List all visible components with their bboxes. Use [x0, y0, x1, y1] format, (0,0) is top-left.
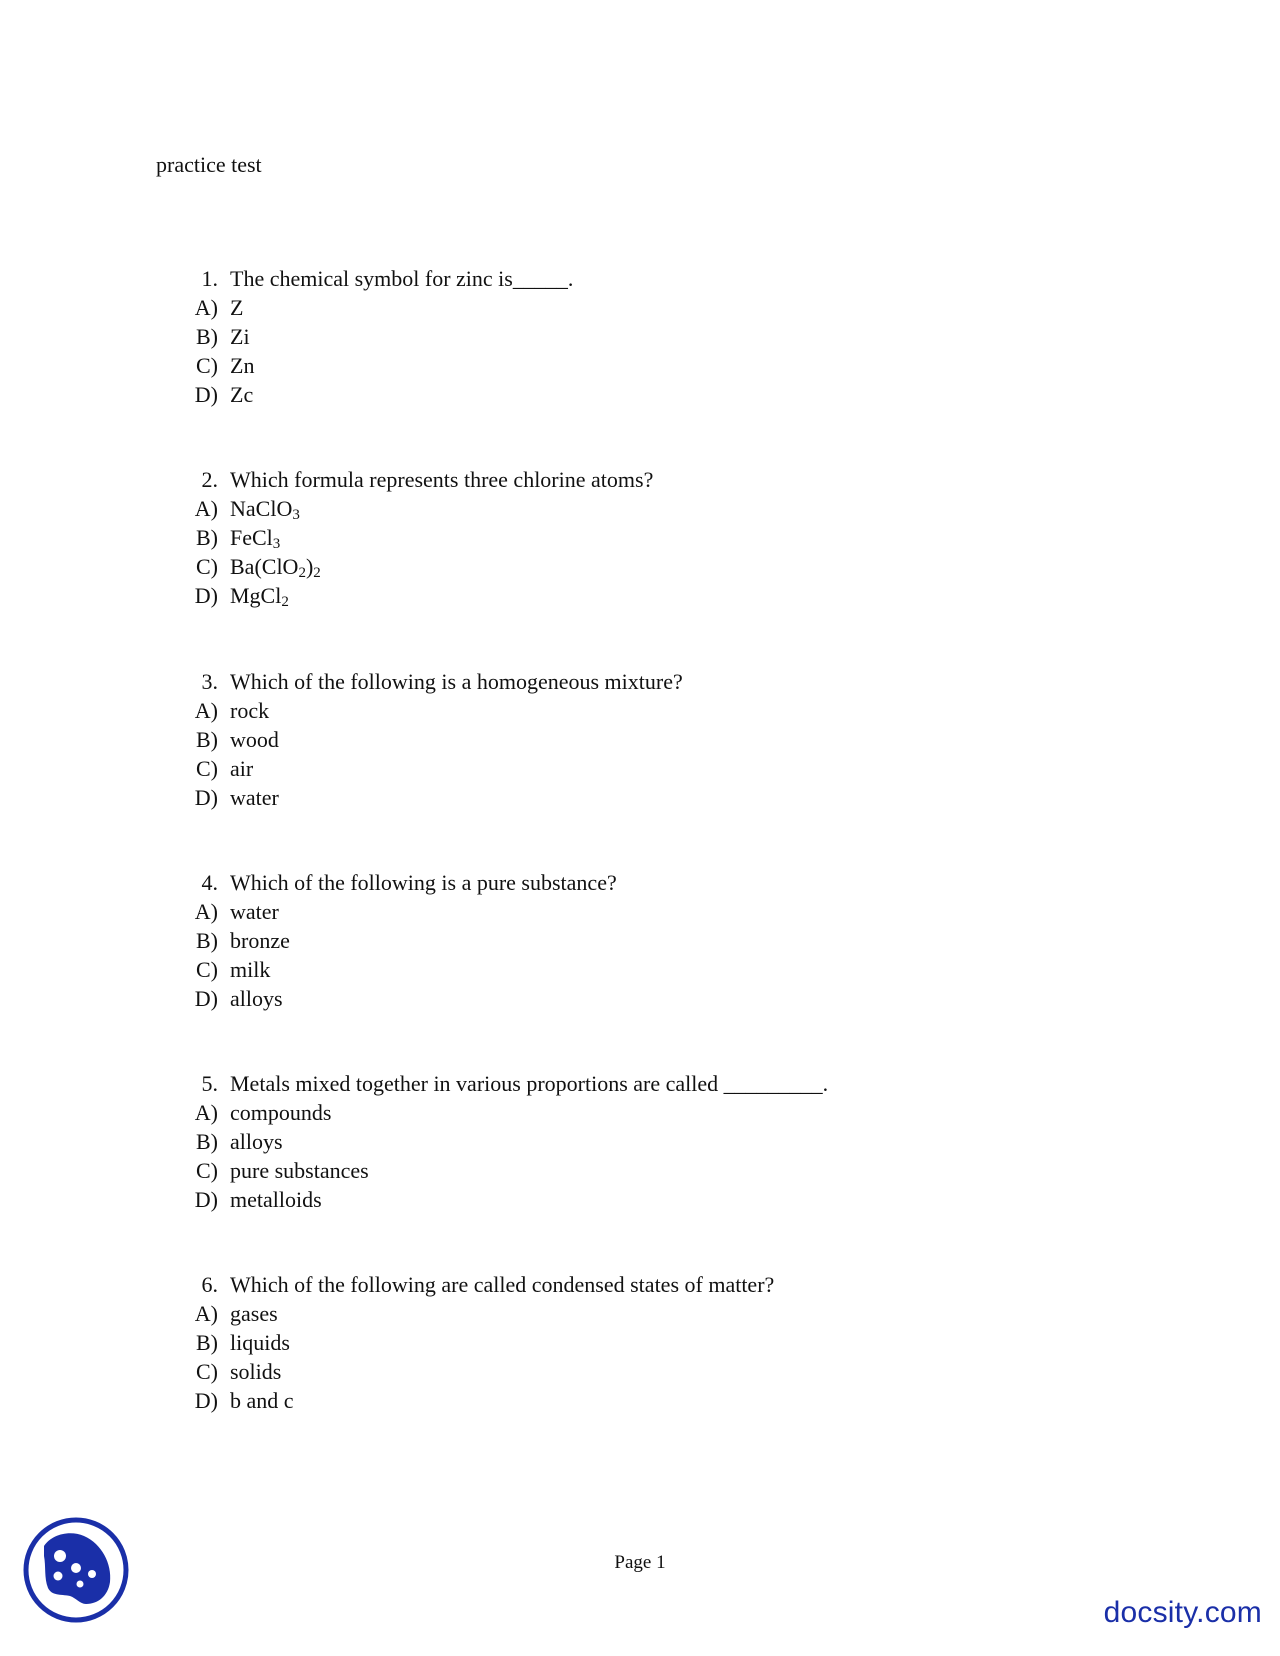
option-text-part: liquids [230, 1330, 290, 1355]
page-header: practice test [156, 152, 262, 177]
option-text-part: FeCl [230, 525, 273, 550]
question-6 [190, 1270, 1090, 1415]
option-text-part: Zc [230, 382, 254, 407]
option-text-part: Ba(ClO [230, 554, 299, 579]
question-text: Which of the following is a pure substance? [230, 870, 617, 895]
page-number: Page 1 [614, 1552, 666, 1573]
question-text: The chemical symbol for zinc is_____. [230, 266, 574, 291]
answer-option [190, 1328, 1090, 1357]
answer-option [190, 523, 1090, 552]
option-text-part: compounds [230, 1100, 332, 1125]
answer-option [190, 380, 1090, 409]
option-text [230, 293, 243, 322]
answer-option [190, 783, 1090, 812]
option-text [230, 897, 279, 926]
answer-option [190, 1386, 1090, 1415]
option-text-part: rock [230, 698, 270, 723]
option-text [230, 1328, 290, 1357]
question-text: Metals mixed together in various proportions are called _________. [230, 1071, 829, 1096]
subscript: 3 [272, 536, 281, 552]
question-1 [190, 264, 1090, 409]
option-text-part: Zi [230, 324, 250, 349]
option-text-part: water [230, 899, 279, 924]
option-text-part: gases [230, 1301, 278, 1326]
answer-option [190, 1185, 1090, 1214]
option-letter: C) [196, 957, 218, 982]
option-letter: A) [194, 1301, 218, 1326]
option-letter: D) [194, 785, 218, 810]
answer-option [190, 1098, 1090, 1127]
option-text-part: MgCl [230, 583, 282, 608]
answer-option [190, 725, 1090, 754]
answer-option [190, 696, 1090, 725]
question-4 [190, 868, 1090, 1013]
question-number: 6. [201, 1272, 218, 1297]
option-letter: A) [194, 698, 218, 723]
question-number: 2. [201, 467, 218, 492]
option-text-part: milk [230, 957, 271, 982]
question-number: 5. [201, 1071, 218, 1096]
option-text-part: metalloids [230, 1187, 322, 1212]
answer-option [190, 581, 1090, 610]
option-letter: C) [196, 1158, 218, 1183]
option-text [230, 1156, 369, 1185]
question-stem [190, 1270, 1090, 1299]
question-2 [190, 465, 1090, 610]
answer-option [190, 955, 1090, 984]
subscript: 3 [292, 507, 300, 523]
option-letter: B) [196, 928, 218, 953]
option-text [230, 552, 321, 581]
question-5 [190, 1069, 1090, 1214]
question-number: 4. [201, 870, 218, 895]
option-letter: D) [194, 986, 218, 1011]
option-text-part: Z [230, 295, 244, 320]
question-number: 1. [201, 266, 218, 291]
option-text [230, 955, 270, 984]
option-letter: A) [194, 496, 218, 521]
option-text [230, 1386, 294, 1415]
option-letter: B) [196, 324, 218, 349]
option-letter: D) [194, 382, 218, 407]
option-text [230, 696, 269, 725]
option-text-part: alloys [230, 1129, 283, 1154]
answer-option [190, 1156, 1090, 1185]
option-text [230, 984, 283, 1013]
option-letter: B) [196, 1129, 218, 1154]
option-text-part: air [230, 756, 254, 781]
question-stem [190, 264, 1090, 293]
answer-option [190, 1127, 1090, 1156]
option-letter: A) [194, 295, 218, 320]
option-text [230, 1127, 283, 1156]
subscript: 2 [298, 565, 306, 581]
option-letter: A) [194, 899, 218, 924]
answer-option [190, 1357, 1090, 1386]
option-text-part: pure substances [230, 1158, 369, 1183]
option-text-part: b and c [230, 1388, 294, 1413]
option-text-part: ) [305, 554, 314, 579]
option-text [230, 725, 279, 754]
answer-option [190, 1299, 1090, 1328]
question-stem [190, 465, 1090, 494]
question-text: Which of the following are called condensed states of matter? [230, 1272, 775, 1297]
question-text: Which formula represents three chlorine atoms? [230, 467, 654, 492]
option-text-part: Zn [230, 353, 255, 378]
option-text-part: water [230, 785, 279, 810]
option-text-part: alloys [230, 986, 283, 1011]
answer-option [190, 494, 1090, 523]
option-letter: D) [194, 1187, 218, 1212]
answer-option [190, 926, 1090, 955]
question-3 [190, 667, 1090, 812]
option-letter: B) [196, 525, 218, 550]
question-text: Which of the following is a homogeneous mixture? [230, 669, 683, 694]
docsity-logo-icon[interactable] [22, 1516, 130, 1624]
question-stem [190, 868, 1090, 897]
question-number: 3. [201, 669, 218, 694]
option-letter: B) [196, 1330, 218, 1355]
option-text [230, 351, 254, 380]
option-text [230, 1098, 331, 1127]
option-text [230, 494, 300, 523]
option-letter: B) [196, 727, 218, 752]
subscript: 2 [313, 565, 321, 581]
option-text [230, 380, 253, 409]
option-text [230, 322, 250, 351]
answer-option [190, 322, 1090, 351]
option-text [230, 1357, 281, 1386]
option-text [230, 581, 289, 610]
option-text [230, 523, 280, 552]
question-stem [190, 1069, 1090, 1098]
option-letter: C) [196, 1359, 218, 1384]
option-text [230, 926, 290, 955]
option-text-part: bronze [230, 928, 290, 953]
option-letter: C) [196, 554, 218, 579]
option-letter: C) [196, 756, 218, 781]
answer-option [190, 754, 1090, 783]
question-stem [190, 667, 1090, 696]
docsity-brand-link[interactable]: docsity.com [1103, 1596, 1262, 1629]
option-letter: C) [196, 353, 218, 378]
answer-option [190, 293, 1090, 322]
option-text-part: solids [230, 1359, 282, 1384]
option-text [230, 783, 279, 812]
answer-option [190, 897, 1090, 926]
option-text [230, 1185, 322, 1214]
answer-option [190, 552, 1090, 581]
option-letter: D) [194, 1388, 218, 1413]
option-text [230, 1299, 278, 1328]
answer-option [190, 351, 1090, 380]
option-text-part: wood [230, 727, 279, 752]
option-letter: A) [194, 1100, 218, 1125]
subscript: 2 [281, 594, 289, 610]
option-text-part: NaClO [230, 496, 293, 521]
option-letter: D) [194, 583, 218, 608]
answer-option [190, 984, 1090, 1013]
option-text [230, 754, 253, 783]
